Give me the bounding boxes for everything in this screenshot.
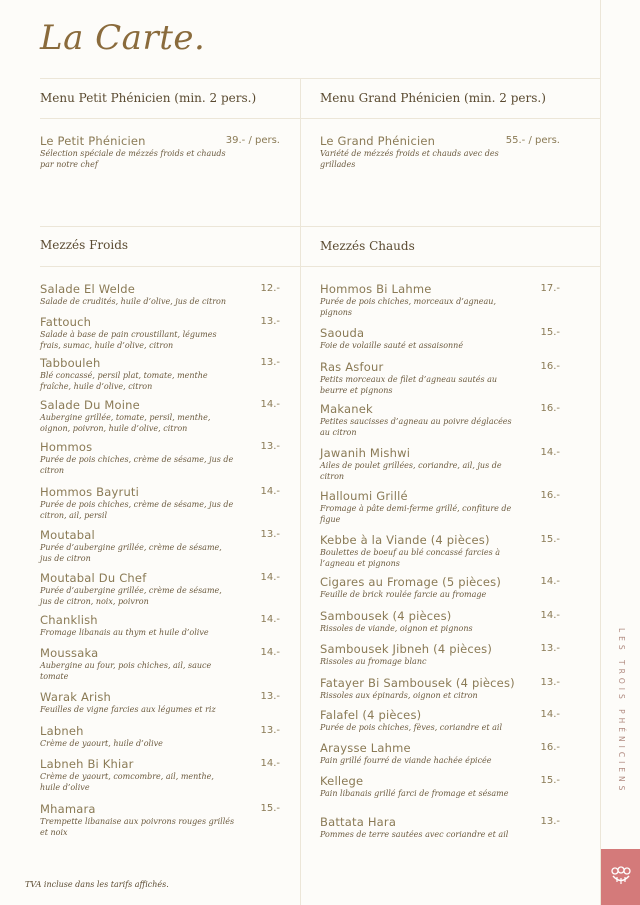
item-price: 15.- bbox=[260, 803, 280, 814]
item-price: 14.- bbox=[540, 610, 560, 621]
item-price: 15.- bbox=[540, 775, 560, 786]
item-description: Ailes de poulet grillées, coriandre, ail, jus de citron bbox=[320, 461, 502, 481]
divider bbox=[40, 78, 600, 79]
item-description: Pain libanais grillé farci de fromage et sésame bbox=[320, 789, 509, 798]
item-price: 13.- bbox=[540, 816, 560, 827]
menu-item bbox=[40, 646, 280, 682]
menu-item bbox=[40, 282, 280, 308]
item-price: 14.- bbox=[540, 447, 560, 458]
menu-item bbox=[40, 724, 280, 750]
item-price: 14.- bbox=[260, 614, 280, 625]
menu-item bbox=[40, 440, 280, 476]
column-divider bbox=[300, 78, 301, 905]
item-name: Kebbe à la Viande (4 pièces) bbox=[320, 533, 490, 547]
item-name: Ras Asfour bbox=[320, 360, 384, 374]
item-name: Le Petit Phénicien bbox=[40, 134, 146, 148]
menu-item bbox=[320, 676, 560, 702]
item-name: Kellege bbox=[320, 774, 364, 788]
item-price: 14.- bbox=[260, 647, 280, 658]
item-name: Salade El Welde bbox=[40, 282, 136, 296]
menu-item bbox=[320, 446, 560, 482]
item-price: 14.- bbox=[260, 572, 280, 583]
mezzes-chauds-title: Mezzés Chauds bbox=[320, 239, 415, 253]
item-description: Salade à base de pain croustillant, légumes frais, sumac, huile d’olive, citron bbox=[40, 330, 217, 350]
item-price: 13.- bbox=[260, 316, 280, 327]
item-description: Salade de crudités, huile d’olive, jus de citron bbox=[40, 297, 227, 306]
divider bbox=[40, 226, 600, 227]
menu-item bbox=[40, 757, 280, 793]
item-description: Boulettes de boeuf au blé concassé farcies à l’agneau et pignons bbox=[320, 548, 501, 568]
phoenix-logo-icon bbox=[609, 863, 633, 891]
item-name: Falafel (4 pièces) bbox=[320, 708, 422, 722]
item-price: 13.- bbox=[260, 691, 280, 702]
item-description: Sélection spéciale de mézzés froids et chauds par notre chef bbox=[40, 149, 226, 169]
menu-item bbox=[40, 398, 280, 434]
menu-item bbox=[320, 642, 560, 668]
item-name: Hommos Bi Lahme bbox=[320, 282, 432, 296]
menu-item bbox=[40, 485, 280, 521]
item-price: 16.- bbox=[540, 403, 560, 414]
item-description: Purée de pois chiches, morceaux d’agneau, pignons bbox=[320, 297, 496, 317]
item-name: Halloumi Grillé bbox=[320, 489, 408, 503]
item-description: Aubergine grillée, tomate, persil, menthe, oignon, poivron, huile d’olive, citron bbox=[40, 413, 211, 433]
item-price: 16.- bbox=[540, 742, 560, 753]
menu-item bbox=[40, 690, 280, 716]
item-price: 15.- bbox=[540, 327, 560, 338]
item-name: Labneh bbox=[40, 724, 84, 738]
item-price: 14.- bbox=[260, 758, 280, 769]
item-description: Feuille de brick roulée farcie au fromage bbox=[320, 590, 487, 599]
item-description: Purée d’aubergine grillée, crème de sésame, jus de citron, noix, poivron bbox=[40, 586, 222, 606]
item-description: Feuilles de vigne farcies aux légumes et riz bbox=[40, 705, 216, 714]
menu-item bbox=[320, 533, 560, 569]
item-name: Salade Du Moine bbox=[40, 398, 140, 412]
menu-item bbox=[320, 708, 560, 734]
item-name: Fattouch bbox=[40, 315, 92, 329]
menu-item bbox=[320, 815, 560, 841]
item-description: Rissoles aux épinards, oignon et citron bbox=[320, 691, 478, 700]
divider bbox=[40, 118, 600, 119]
item-price: 14.- bbox=[260, 399, 280, 410]
item-price: 16.- bbox=[540, 361, 560, 372]
menu-item bbox=[320, 575, 560, 601]
divider bbox=[40, 266, 600, 267]
menu-item bbox=[40, 613, 280, 639]
item-price: 13.- bbox=[540, 677, 560, 688]
menu-item bbox=[320, 402, 560, 438]
item-description: Pain grillé fourré de viande hachée épicée bbox=[320, 756, 492, 765]
item-description: Blé concassé, persil plat, tomate, menthe fraîche, huile d’olive, citron bbox=[40, 371, 208, 391]
item-price: 14.- bbox=[540, 709, 560, 720]
item-name: Jawanih Mishwi bbox=[320, 446, 411, 460]
item-name: Labneh Bi Khiar bbox=[40, 757, 134, 771]
menu-item bbox=[320, 282, 560, 318]
item-description: Purée de pois chiches, crème de sésame, jus de citron, ail, persil bbox=[40, 500, 234, 520]
menu-item bbox=[320, 489, 560, 525]
item-name: Araysse Lahme bbox=[320, 741, 411, 755]
item-name: Moutabal Du Chef bbox=[40, 571, 147, 585]
item-price: 15.- bbox=[540, 534, 560, 545]
item-price: 13.- bbox=[540, 643, 560, 654]
item-name: Tabbouleh bbox=[40, 356, 101, 370]
item-description: Purée de pois chiches, crème de sésame, jus de citron bbox=[40, 455, 234, 475]
menu-item bbox=[40, 356, 280, 392]
item-description: Petites saucisses d’agneau au poivre déglacées au citron bbox=[320, 417, 512, 437]
menu-item bbox=[320, 774, 560, 800]
item-name: Le Grand Phénicien bbox=[320, 134, 436, 148]
item-description: Purée de pois chiches, fèves, coriandre et ail bbox=[320, 723, 503, 732]
menu-grand-title: Menu Grand Phénicien (min. 2 pers.) bbox=[320, 91, 546, 105]
item-description: Crème de yaourt, huile d’olive bbox=[40, 739, 163, 748]
item-description: Variété de mézzés froids et chauds avec des grillades bbox=[320, 149, 499, 169]
item-name: Moutabal bbox=[40, 528, 95, 542]
item-description: Fromage à pâte demi-ferme grillé, confiture de figue bbox=[320, 504, 512, 524]
item-name: Hommos bbox=[40, 440, 93, 454]
item-price: 13.- bbox=[260, 725, 280, 736]
item-name: Saouda bbox=[320, 326, 365, 340]
item-name: Makanek bbox=[320, 402, 373, 416]
item-name: Moussaka bbox=[40, 646, 99, 660]
menu-item bbox=[40, 802, 280, 838]
item-name: Cigares au Fromage (5 pièces) bbox=[320, 575, 502, 589]
vat-note: TVA incluse dans les tarifs affichés. bbox=[25, 880, 169, 889]
item-description: Rissoles au fromage blanc bbox=[320, 657, 427, 666]
item-name: Sambousek Jibneh (4 pièces) bbox=[320, 642, 493, 656]
item-price: 55.- / pers. bbox=[505, 135, 560, 146]
item-description: Purée d’aubergine grillée, crème de sésame, jus de citron bbox=[40, 543, 222, 563]
item-price: 13.- bbox=[260, 529, 280, 540]
item-name: Battata Hara bbox=[320, 815, 397, 829]
menu-item bbox=[40, 134, 280, 170]
menu-item bbox=[40, 528, 280, 564]
mezzes-froids-title: Mezzés Froids bbox=[40, 238, 129, 252]
menu-item bbox=[320, 134, 560, 170]
menu-item bbox=[320, 741, 560, 767]
item-name: Hommos Bayruti bbox=[40, 485, 140, 499]
menu-item bbox=[40, 571, 280, 607]
item-description: Petits morceaux de filet d’agneau sautés au beurre et pignons bbox=[320, 375, 498, 395]
menu-item bbox=[320, 609, 560, 635]
item-price: 17.- bbox=[540, 283, 560, 294]
item-name: Warak Arish bbox=[40, 690, 112, 704]
item-name: Mhamara bbox=[40, 802, 96, 816]
item-description: Pommes de terre sautées avec coriandre et ail bbox=[320, 830, 509, 839]
right-edge-divider bbox=[600, 0, 601, 905]
page-title: La Carte. bbox=[40, 18, 206, 58]
item-price: 14.- bbox=[260, 486, 280, 497]
restaurant-name-vertical: LES TROIS PHÉNICIENS bbox=[617, 628, 626, 795]
item-name: Chanklish bbox=[40, 613, 98, 627]
item-description: Rissoles de viande, oignon et pignons bbox=[320, 624, 473, 633]
item-price: 13.- bbox=[260, 357, 280, 368]
logo-badge bbox=[601, 849, 640, 905]
menu-item bbox=[320, 326, 560, 352]
menu-item bbox=[320, 360, 560, 396]
item-price: 13.- bbox=[260, 441, 280, 452]
item-description: Fromage libanais au thym et huile d’olive bbox=[40, 628, 209, 637]
item-name: Sambousek (4 pièces) bbox=[320, 609, 452, 623]
item-price: 14.- bbox=[540, 576, 560, 587]
item-description: Foie de volaille sauté et assaisonné bbox=[320, 341, 464, 350]
menu-item bbox=[40, 315, 280, 351]
item-price: 16.- bbox=[540, 490, 560, 501]
menu-petit-title: Menu Petit Phénicien (min. 2 pers.) bbox=[40, 91, 257, 105]
item-price: 12.- bbox=[260, 283, 280, 294]
item-description: Crème de yaourt, comcombre, ail, menthe, huile d’olive bbox=[40, 772, 214, 792]
item-price: 39.- / pers. bbox=[225, 135, 280, 146]
item-description: Trempette libanaise aux poivrons rouges grillés et noix bbox=[40, 817, 235, 837]
item-name: Fatayer Bi Sambousek (4 pièces) bbox=[320, 676, 515, 690]
item-description: Aubergine au four, pois chiches, ail, sauce tomate bbox=[40, 661, 212, 681]
